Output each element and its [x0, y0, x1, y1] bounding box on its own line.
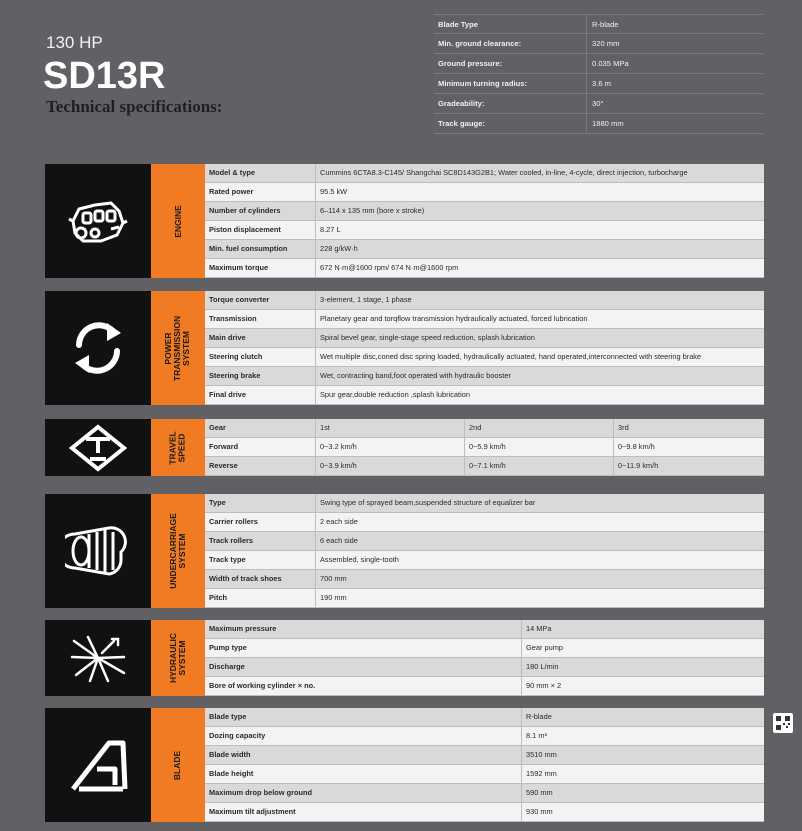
table-row — [205, 457, 764, 476]
title-line: UNDERCARRIAGE — [168, 513, 178, 589]
row-label: Pitch — [205, 589, 316, 607]
engine-section — [45, 164, 764, 278]
cell: 0~9.8 km/h — [618, 442, 655, 451]
row-value: 700 mm — [320, 574, 347, 583]
transmission-rows — [205, 291, 764, 405]
summary-value: 30° — [586, 94, 764, 113]
summary-row — [434, 94, 764, 114]
table-row — [205, 589, 764, 608]
summary-row — [434, 14, 764, 34]
blade-section — [45, 708, 764, 822]
table-row — [205, 513, 764, 532]
summary-value: 1880 mm — [586, 114, 764, 133]
row-label: Blade type — [205, 708, 522, 726]
title-line: SYSTEM — [181, 330, 192, 366]
travel-section — [45, 419, 764, 476]
row-value: Assembled, single-tooth — [320, 555, 399, 564]
engine-section-title: ENGINE — [172, 204, 183, 238]
row-value: Gear pump — [526, 643, 563, 652]
undercarriage-label-box — [151, 494, 205, 608]
row-label: Torque converter — [205, 291, 316, 309]
row-label: Number of cylinders — [205, 202, 316, 220]
row-value: 3510 mm — [526, 750, 557, 759]
table-row — [205, 639, 764, 658]
row-label: Transmission — [205, 310, 316, 328]
title-line: SPEED — [177, 433, 187, 462]
row-value: 6 each side — [320, 536, 358, 545]
table-row — [205, 240, 764, 259]
row-value: Cummins 6CTA8.3-C145/ Shangchai SC8D143G2B1; Water cooled, in-line, 4-cycle, direct injection, turbocharge — [320, 168, 688, 177]
row-value: Spiral bevel gear, single-stage speed reduction, splash lubrication — [320, 333, 535, 342]
summary-label: Blade Type — [438, 20, 478, 29]
undercarriage-section — [45, 494, 764, 608]
hydraulic-label-box — [151, 620, 205, 696]
row-label: Piston displacement — [205, 221, 316, 239]
column-header: 3rd — [618, 423, 629, 432]
title-line: TRANSMISSION — [172, 315, 183, 381]
row-label: Steering brake — [205, 367, 316, 385]
engine-label-box — [151, 164, 205, 278]
title-line: POWER — [163, 331, 174, 365]
title-line: SYSTEM — [177, 533, 187, 569]
column-header: Gear — [205, 419, 316, 437]
summary-row — [434, 34, 764, 54]
row-label: Main drive — [205, 329, 316, 347]
cell: 0~11.9 km/h — [618, 461, 659, 470]
table-row — [205, 183, 764, 202]
summary-label: Gradeability: — [438, 99, 485, 108]
hydraulic-burst-icon — [45, 620, 151, 696]
row-label: Maximum tilt adjustment — [205, 803, 522, 821]
table-row — [205, 765, 764, 784]
table-row — [205, 221, 764, 240]
row-label: Final drive — [205, 386, 316, 404]
page-subtitle: Technical specifications: — [46, 97, 223, 116]
hp-rating: 130 HP — [46, 33, 103, 52]
table-row — [205, 367, 764, 386]
table-row — [205, 746, 764, 765]
row-label: Blade width — [205, 746, 522, 764]
summary-row — [434, 54, 764, 74]
row-label: Discharge — [205, 658, 522, 676]
table-row — [205, 386, 764, 405]
row-label: Maximum torque — [205, 259, 316, 277]
row-label: Carrier rollers — [205, 513, 316, 531]
row-label: Dozing capacity — [205, 727, 522, 745]
row-value: Wet, contracting band,foot operated with hydraulic booster — [320, 371, 511, 380]
row-label: Min. fuel consumption — [205, 240, 316, 258]
table-row — [205, 532, 764, 551]
summary-value: R-blade — [586, 15, 764, 33]
row-label: Pump type — [205, 639, 522, 657]
engine-icon — [45, 164, 151, 278]
row-value: Spur gear,double reduction ,splash lubrication — [320, 390, 470, 399]
row-value: 228 g/kW·h — [320, 244, 358, 253]
hydraulic-section — [45, 620, 764, 696]
row-value: R-blade — [526, 712, 552, 721]
column-header: 2nd — [465, 419, 614, 437]
table-row — [205, 291, 764, 310]
summary-label: Track gauge: — [438, 119, 485, 128]
row-label: Maximum pressure — [205, 620, 522, 638]
title-line: TRAVEL — [168, 430, 178, 465]
row-value: 1592 mm — [526, 769, 557, 778]
blade-section-title: BLADE — [172, 750, 183, 780]
column-header: 1st — [316, 419, 465, 437]
table-row — [205, 658, 764, 677]
engine-rows — [205, 164, 764, 278]
cell: 0~7.1 km/h — [465, 457, 614, 475]
undercarriage-rows — [205, 494, 764, 608]
cell: 0~5.9 km/h — [465, 438, 614, 456]
row-label: Track type — [205, 551, 316, 569]
row-value: 672 N·m@1600 rpm/ 674 N·m@1600 rpm — [320, 263, 459, 272]
row-value: 95.5 kW — [320, 187, 348, 196]
transmission-section-title — [165, 315, 192, 380]
table-row — [205, 494, 764, 513]
row-label: Type — [205, 494, 316, 512]
row-label: Rated power — [205, 183, 316, 201]
table-row — [205, 708, 764, 727]
row-label: Model & type — [205, 164, 316, 182]
travel-section-title — [169, 431, 187, 464]
travel-speed-icon — [45, 419, 151, 476]
table-header-row — [205, 419, 764, 438]
travel-label-box — [151, 419, 205, 476]
cell: 0~3.9 km/h — [316, 457, 465, 475]
summary-label: Ground pressure: — [438, 59, 503, 68]
cell: 0~3.2 km/h — [316, 438, 465, 456]
transmission-label-box — [151, 291, 205, 405]
row-label: Reverse — [205, 457, 316, 475]
table-row — [205, 329, 764, 348]
table-row — [205, 620, 764, 639]
row-value: 8.27 L — [320, 225, 341, 234]
summary-value: 320 mm — [586, 34, 764, 53]
row-value: 8.1 m³ — [526, 731, 547, 740]
row-value: 2 each side — [320, 517, 358, 526]
title-line: SYSTEM — [177, 640, 187, 676]
row-value: 930 mm — [526, 807, 553, 816]
row-value: 590 mm — [526, 788, 553, 797]
row-label: Maximum drop below ground — [205, 784, 522, 802]
row-label: Forward — [205, 438, 316, 456]
row-label: Steering clutch — [205, 348, 316, 366]
blade-icon — [45, 708, 151, 822]
track-icon — [45, 494, 151, 608]
summary-table — [434, 14, 764, 134]
row-label: Bore of working cylinder × no. — [205, 677, 522, 695]
table-row — [205, 727, 764, 746]
transmission-section — [45, 291, 764, 405]
summary-value: 3.6 m — [586, 74, 764, 93]
title-line: HYDRAULIC — [168, 632, 178, 684]
travel-rows — [205, 419, 764, 476]
table-row — [205, 551, 764, 570]
model-name: SD13R — [43, 55, 166, 97]
table-row — [205, 784, 764, 803]
summary-label: Minimum turning radius: — [438, 79, 528, 88]
row-value: 190 mm — [320, 593, 347, 602]
summary-value: 0.035 MPa — [586, 54, 764, 73]
row-label: Width of track shoes — [205, 570, 316, 588]
row-value: 6–114 x 135 mm (bore x stroke) — [320, 206, 425, 215]
table-row — [205, 310, 764, 329]
row-value: 180 L/min — [526, 662, 559, 671]
row-label: Blade height — [205, 765, 522, 783]
table-row — [205, 677, 764, 696]
table-row — [205, 438, 764, 457]
table-row — [205, 570, 764, 589]
table-row — [205, 348, 764, 367]
blade-label-box — [151, 708, 205, 822]
row-value: Swing type of sprayed beam,suspended structure of equalizer bar — [320, 498, 536, 507]
hydraulic-rows — [205, 620, 764, 696]
table-row — [205, 803, 764, 822]
table-row — [205, 259, 764, 278]
undercarriage-section-title — [169, 513, 187, 589]
summary-label: Min. ground clearance: — [438, 39, 522, 48]
table-row — [205, 164, 764, 183]
row-value: 14 MPa — [526, 624, 552, 633]
summary-row — [434, 74, 764, 94]
row-value: Planetary gear and torqflow transmission hydraulically actuated, forced lubrication — [320, 314, 588, 323]
row-value: Wet multiple disc,coned disc spring loaded, hydraulically actuated, hand operated,interconnected with steering brake — [320, 352, 702, 361]
table-row — [205, 202, 764, 221]
row-value: 3-element, 1 stage, 1 phase — [320, 295, 412, 304]
summary-row — [434, 114, 764, 134]
qr-code-icon[interactable] — [773, 713, 793, 733]
blade-rows — [205, 708, 764, 822]
transmission-arrows-icon — [45, 291, 151, 405]
hydraulic-section-title — [169, 633, 187, 683]
row-label: Track rollers — [205, 532, 316, 550]
row-value: 90 mm × 2 — [526, 681, 562, 690]
